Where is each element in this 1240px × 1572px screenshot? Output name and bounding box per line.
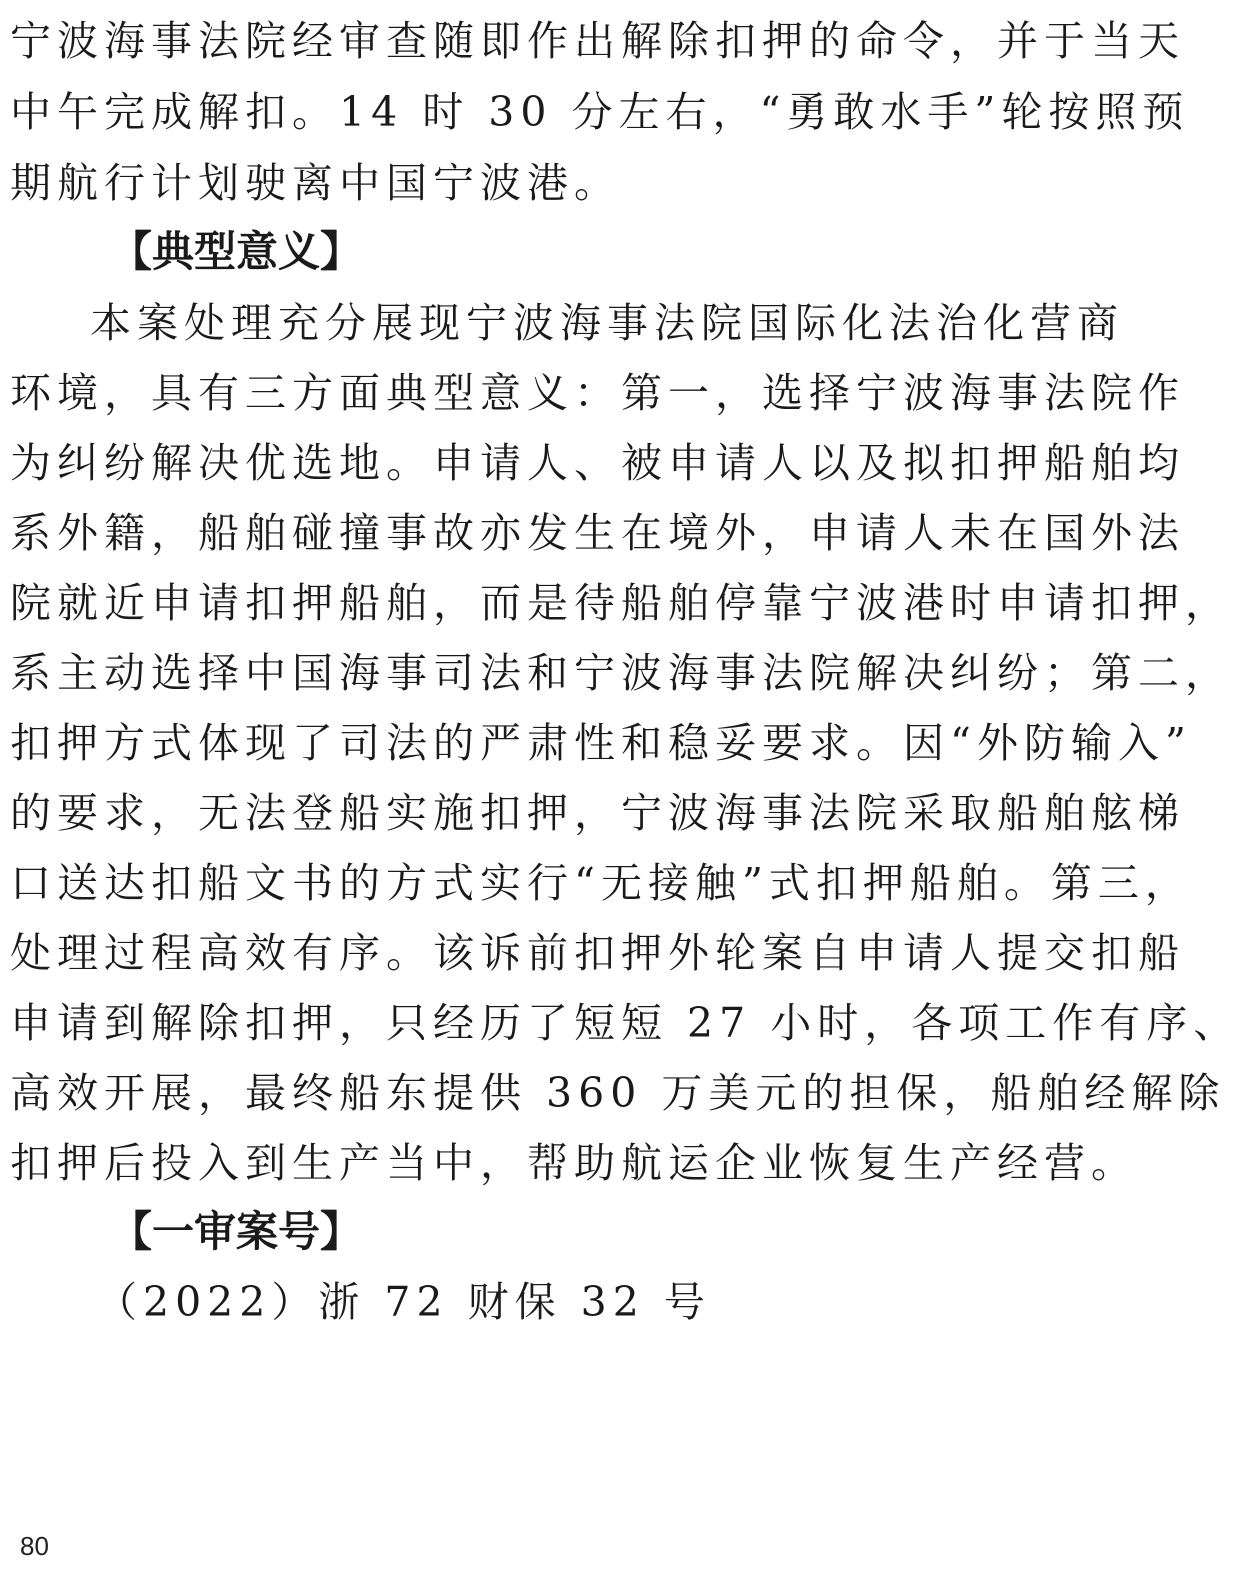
body-text-line: 中午完成解扣。14 时 30 分左右，“勇敢水手”轮按照预 xyxy=(10,88,1190,136)
body-text-line: 申请到解除扣押，只经历了短短 27 小时，各项工作有序、 xyxy=(10,999,1240,1047)
body-text-line: 期航行计划驶离中国宁波港。 xyxy=(10,159,621,207)
page-number: 80 xyxy=(20,1531,49,1561)
body-text-line: 院就近申请扣押船舶，而是待船舶停靠宁波港时申请扣押， xyxy=(10,579,1232,627)
body-text-line: 系主动选择中国海事司法和宁波海事法院解决纠纷；第二， xyxy=(10,649,1232,697)
body-text-line: 处理过程高效有序。该诉前扣押外轮案自申请人提交扣船 xyxy=(10,929,1185,977)
section-heading-case-number: 【一审案号】 xyxy=(110,1207,363,1256)
body-text-line: 口送达扣船文书的方式实行“无接触”式扣押船舶。第三， xyxy=(10,859,1192,907)
body-text-line: 扣押后投入到生产当中，帮助航运企业恢复生产经营。 xyxy=(10,1139,1138,1187)
body-text-line: 本案处理充分展现宁波海事法院国际化法治化营商 xyxy=(90,299,1124,347)
body-text-line: 为纠纷解决优选地。申请人、被申请人以及拟扣押船舶均 xyxy=(10,439,1185,487)
body-text-line: 宁波海事法院经审查随即作出解除扣押的命令，并于当天 xyxy=(10,17,1185,65)
body-text-line: 扣押方式体现了司法的严肃性和稳妥要求。因“外防输入” xyxy=(10,719,1192,767)
body-text-line: 系外籍，船舶碰撞事故亦发生在境外，申请人未在国外法 xyxy=(10,509,1185,557)
body-text-line: 的要求，无法登船实施扣押，宁波海事法院采取船舶舷梯 xyxy=(10,789,1185,837)
body-text-line: 环境，具有三方面典型意义：第一，选择宁波海事法院作 xyxy=(10,369,1185,417)
case-number-text: （2022）浙 72 财保 32 号 xyxy=(96,1278,711,1326)
body-text-line: 高效开展，最终船东提供 360 万美元的担保，船舶经解除 xyxy=(10,1069,1226,1117)
section-heading-significance: 【典型意义】 xyxy=(110,227,363,276)
